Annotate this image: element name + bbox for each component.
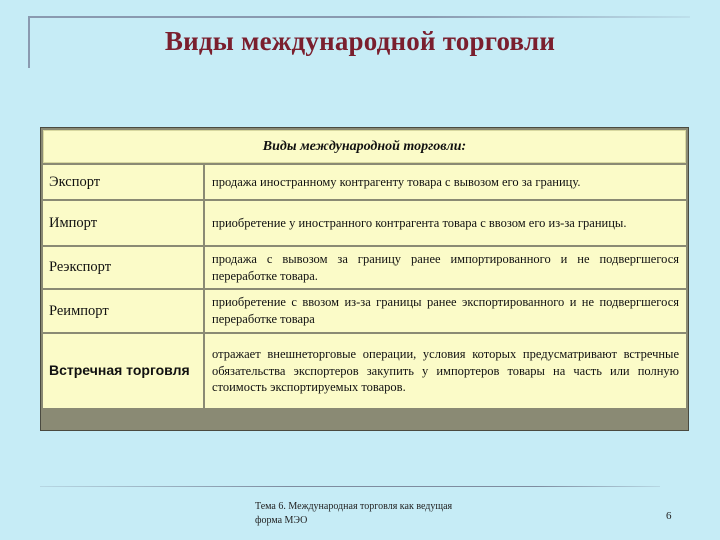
page-number: 6 [666,510,672,522]
term-import: Импорт [43,201,203,245]
table-row [43,201,686,245]
definition-reimport: приобретение с ввозом из-за границы ранее экспортированного и не подвергшегося переработке товара [205,290,686,332]
term-reimport: Реимпорт [43,290,203,332]
term-counter-trade: Встречная торговля [43,334,203,408]
definition-import: приобретение у иностранного контрагента товара с ввозом его из-за границы. [205,201,686,245]
title-rule-horizontal [28,16,690,18]
table-row [43,334,686,408]
footer-topic: Тема 6. Международная торговля как ведущая форма МЭО [255,501,453,526]
footer-rule [40,486,660,487]
table-row [43,247,686,288]
table-header: Виды международной торговли: [43,130,686,163]
table-row [43,290,686,332]
table-header-row [43,130,686,163]
title-rule-vertical [28,16,30,68]
table-grid [41,128,688,410]
term-reexport: Реэкспорт [43,247,203,288]
table-row [43,165,686,199]
definition-export: продажа иностранному контрагенту товара с вывозом его за границу. [205,165,686,199]
slide-title: Виды международной торговли [164,26,556,56]
trade-types-table [40,127,689,431]
term-export: Экспорт [43,165,203,199]
definition-counter-trade: отражает внешнеторговые операции, условия которых предусматривают встречные обязательства экспортеров закупить у импортеров товары на часть или полную стоимость экспортируемых товаров. [205,334,686,408]
definition-reexport: продажа с вывозом за границу ранее импортированного и не подвергшегося переработке товара. [205,247,686,288]
